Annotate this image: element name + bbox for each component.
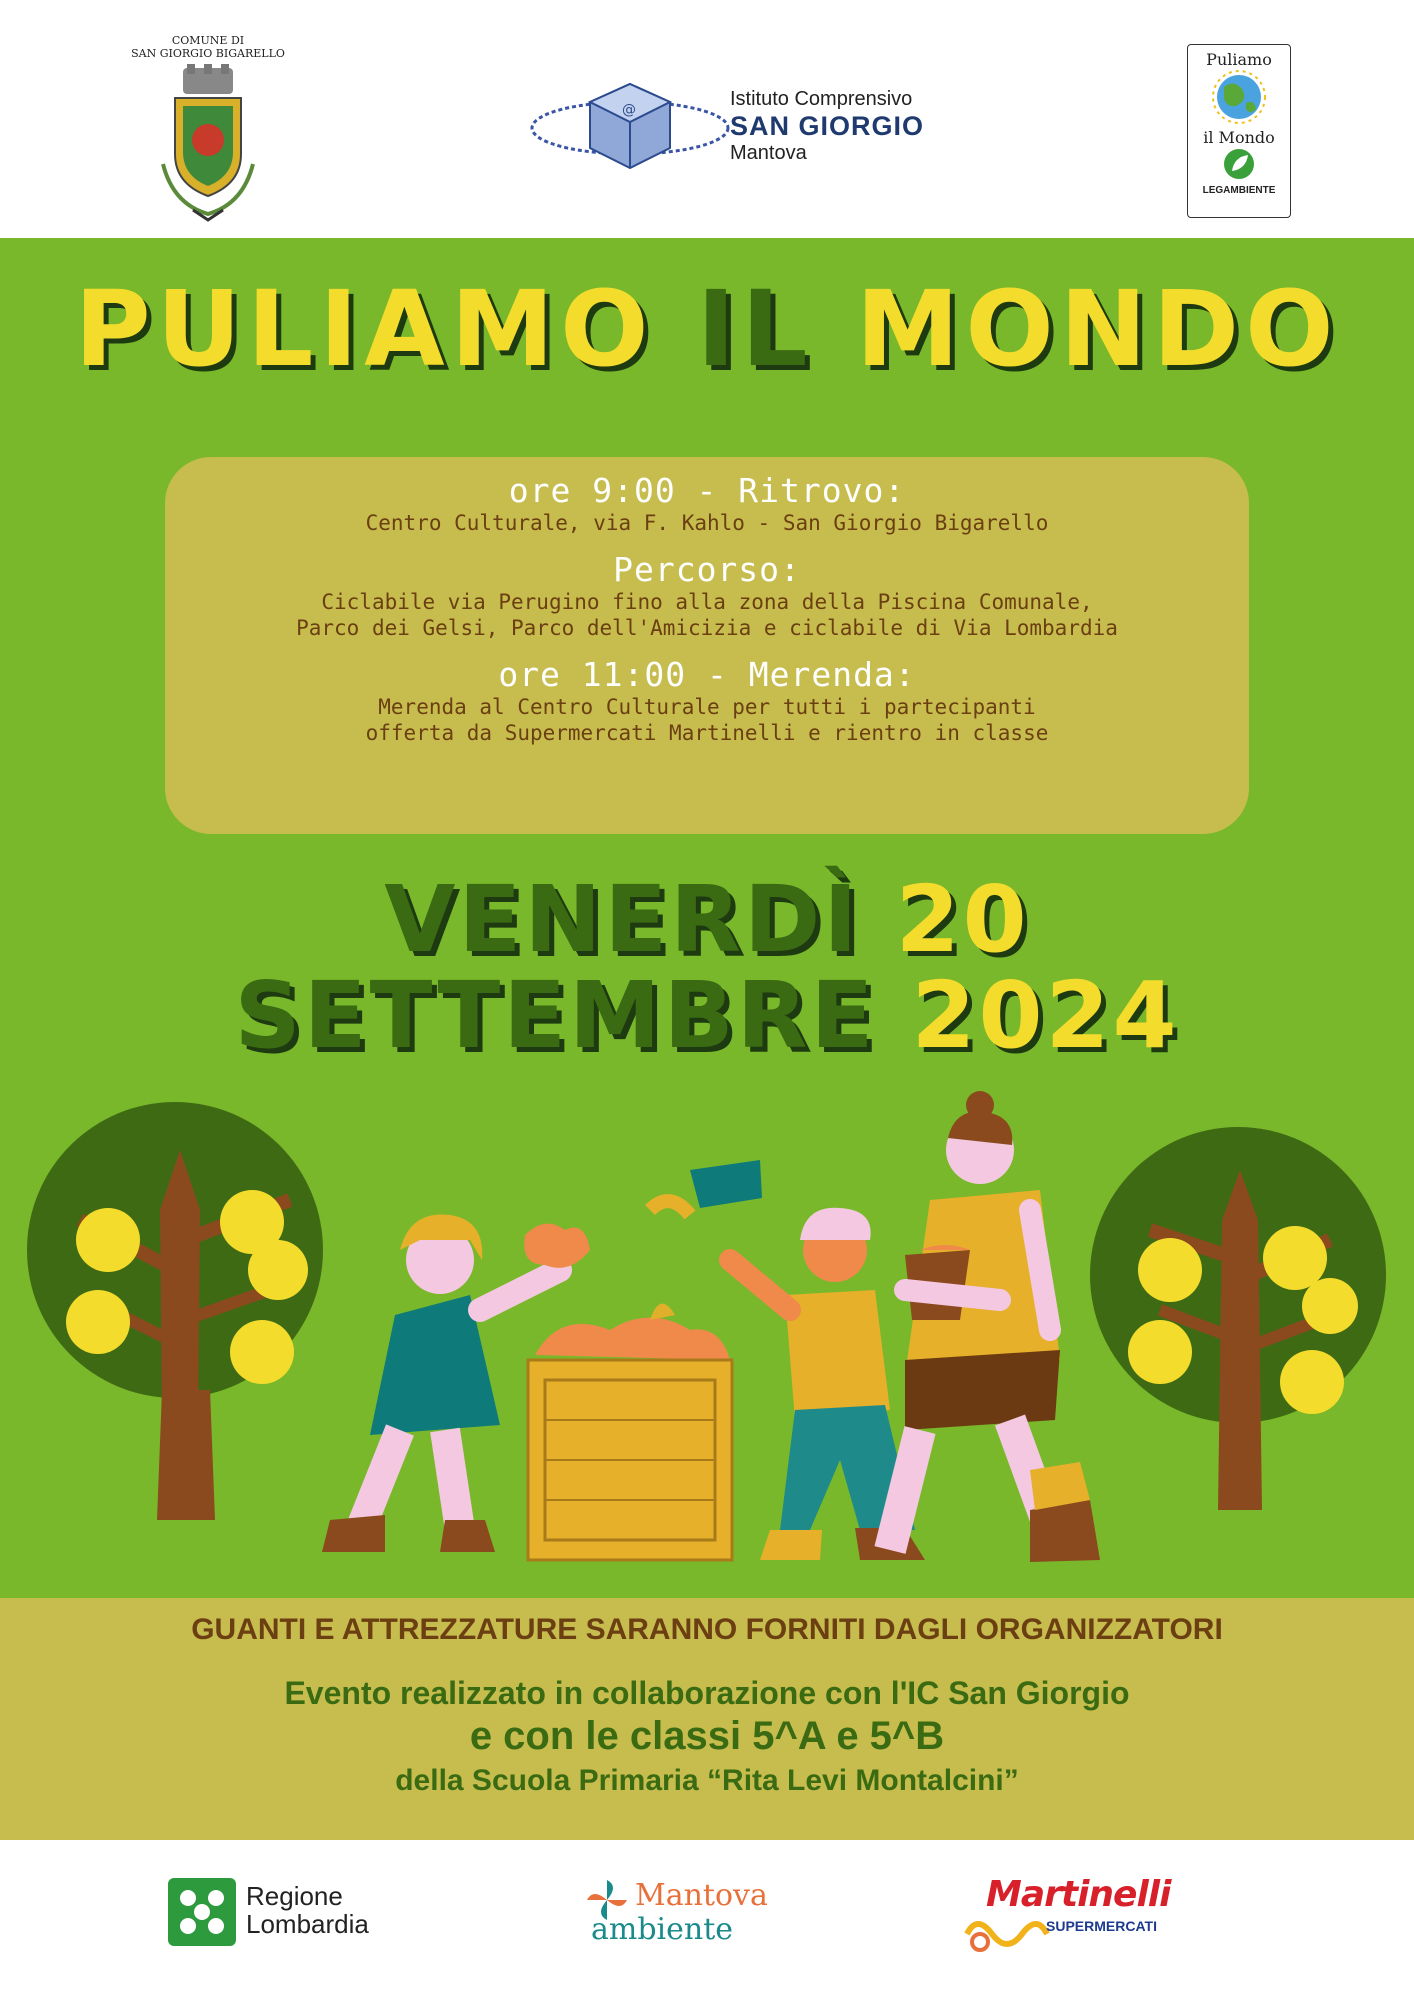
pim-label-line2: il Mondo bbox=[1203, 128, 1275, 147]
martinelli-sub: SUPERMERCATI bbox=[1046, 1918, 1157, 1934]
comune-logo bbox=[118, 34, 298, 228]
ritrovo-heading: ore 9:00 - Ritrovo: bbox=[508, 471, 906, 510]
info-band bbox=[0, 1598, 1414, 1840]
earth-icon bbox=[1204, 69, 1274, 125]
martinelli-swirl-icon bbox=[962, 1914, 1052, 1954]
svg-text:@: @ bbox=[622, 102, 636, 118]
regione-line2: Lombardia bbox=[246, 1909, 369, 1939]
puliamo-il-mondo-logo bbox=[1187, 44, 1291, 218]
equipment-note: GUANTI E ATTREZZATURE SARANNO FORNITI DAGLI ORGANIZZATORI bbox=[191, 1613, 1223, 1646]
sponsor-footer bbox=[0, 1850, 1414, 2000]
regione-cross-icon bbox=[168, 1878, 236, 1946]
date-day-name: VENERDÌ bbox=[384, 866, 861, 973]
collaboration-line3: della Scuola Primaria “Rita Levi Montalcini” bbox=[395, 1764, 1019, 1797]
coat-of-arms-icon bbox=[153, 64, 263, 224]
ic-label-line2: SAN GIORGIO bbox=[730, 111, 925, 141]
right-tree bbox=[1090, 1127, 1386, 1510]
ic-label-line1: Istituto Comprensivo bbox=[730, 88, 913, 110]
martinelli-logo bbox=[962, 1874, 1172, 1954]
ritrovo-text: Centro Culturale, via F. Kahlo - San Giorgio Bigarello bbox=[365, 511, 1049, 535]
regione-line1: Regione bbox=[246, 1881, 343, 1911]
globe-cube-icon bbox=[530, 78, 730, 176]
regione-lombardia-logo bbox=[168, 1878, 369, 1950]
page-title bbox=[0, 268, 1414, 390]
title-part2: IL bbox=[696, 268, 814, 390]
istituto-comprensivo-logo bbox=[530, 78, 970, 176]
collaboration-line1: Evento realizzato in collaborazione con l'IC San Giorgio bbox=[284, 1675, 1130, 1711]
percorso-line2: Parco dei Gelsi, Parco dell'Amicizia e ciclabile di Via Lombardia bbox=[296, 616, 1118, 640]
event-date bbox=[0, 866, 1414, 1069]
merenda-heading: ore 11:00 - Merenda: bbox=[498, 655, 916, 694]
comune-label-line1: COMUNE DI bbox=[171, 34, 245, 47]
schedule-box bbox=[165, 457, 1249, 834]
ic-label-line3: Mantova bbox=[730, 142, 807, 164]
percorso-heading: Percorso: bbox=[613, 550, 801, 589]
legambiente-leaf-icon bbox=[1222, 147, 1256, 181]
date-year: 2024 bbox=[911, 962, 1180, 1069]
pim-label-line1: Puliamo bbox=[1206, 50, 1272, 69]
collaboration-line2: e con le classi 5^A e 5^B bbox=[469, 1714, 945, 1758]
merenda-line2: offerta da Supermercati Martinelli e rientro in classe bbox=[365, 721, 1049, 745]
header-logos bbox=[0, 0, 1414, 238]
comune-label-line2: SAN GIORGIO BIGARELLO bbox=[131, 47, 285, 60]
mantova-line2: ambiente bbox=[591, 1912, 734, 1947]
percorso-line1: Ciclabile via Perugino fino alla zona della Piscina Comunale, bbox=[321, 590, 1093, 614]
left-tree bbox=[27, 1102, 323, 1520]
date-month: SETTEMBRE bbox=[234, 962, 877, 1069]
pim-brand: LEGAMBIENTE bbox=[1202, 185, 1276, 196]
date-day-number: 20 bbox=[895, 866, 1030, 973]
compost-box bbox=[528, 1304, 732, 1560]
title-part3: MONDO bbox=[813, 268, 1340, 390]
mantova-line1: Mantova bbox=[635, 1878, 768, 1913]
martinelli-name: Martinelli bbox=[986, 1874, 1171, 1915]
woman-figure bbox=[890, 1091, 1100, 1562]
title-part1: PULIAMO bbox=[74, 268, 697, 390]
cleanup-illustration bbox=[0, 1090, 1414, 1605]
merenda-line1: Merenda al Centro Culturale per tutti i partecipanti bbox=[378, 695, 1036, 719]
